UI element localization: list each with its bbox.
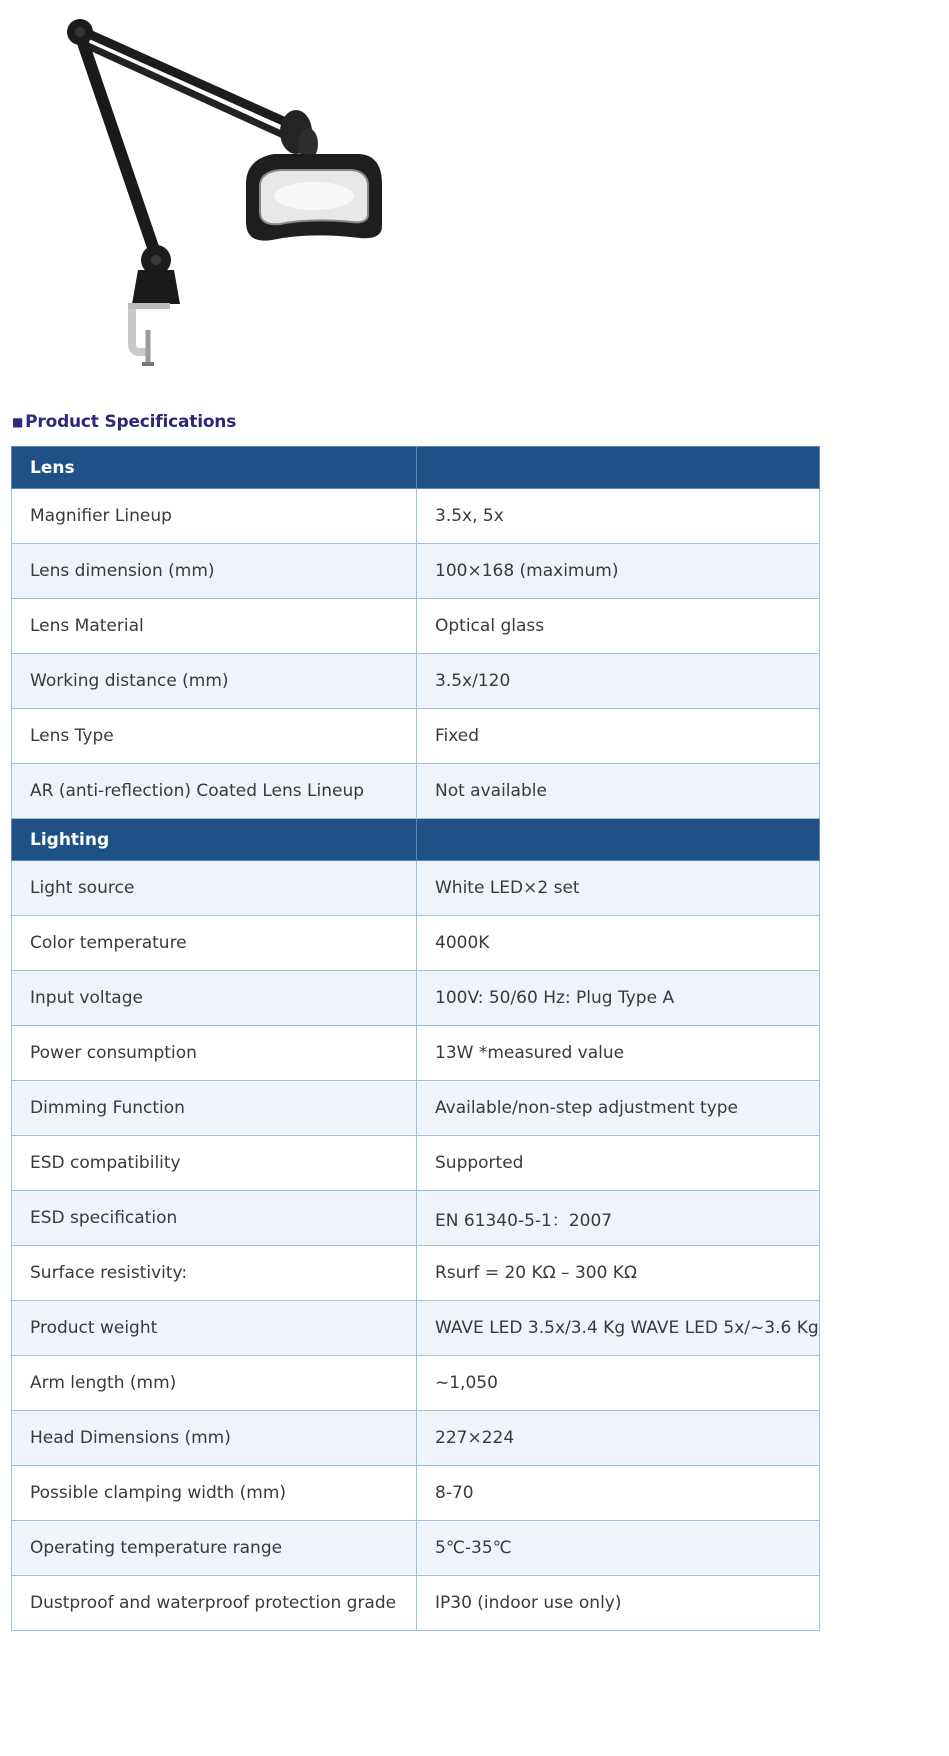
spec-label: Magnifier Lineup <box>12 489 417 544</box>
spec-label: ESD specification <box>12 1191 417 1246</box>
spec-value: 100V: 50/60 Hz: Plug Type A <box>417 971 820 1026</box>
square-bullet-icon: ■ <box>12 415 24 429</box>
table-row <box>12 971 820 1026</box>
group-header-empty <box>417 447 820 489</box>
spec-label: Dustproof and waterproof protection grade <box>12 1576 417 1631</box>
spec-label: Product weight <box>12 1301 417 1356</box>
spec-value: Supported <box>417 1136 820 1191</box>
table-row <box>12 861 820 916</box>
spec-value: 4000K <box>417 916 820 971</box>
section-title <box>12 412 236 432</box>
spec-label: Working distance (mm) <box>12 654 417 709</box>
spec-value: 13W *measured value <box>417 1026 820 1081</box>
spec-label: AR (anti-reflection) Coated Lens Lineup <box>12 764 417 819</box>
spec-label: Head Dimensions (mm) <box>12 1411 417 1466</box>
spec-label: Surface resistivity: <box>12 1246 417 1301</box>
spec-value: 8-70 <box>417 1466 820 1521</box>
spec-label: Lens Type <box>12 709 417 764</box>
table-row <box>12 1521 820 1576</box>
spec-value: Fixed <box>417 709 820 764</box>
table-row <box>12 1136 820 1191</box>
table-row <box>12 764 820 819</box>
spec-label: Possible clamping width (mm) <box>12 1466 417 1521</box>
table-row <box>12 1411 820 1466</box>
table-row <box>12 544 820 599</box>
table-row <box>12 709 820 764</box>
spec-value: Optical glass <box>417 599 820 654</box>
spec-label: Lens Material <box>12 599 417 654</box>
spec-value: 3.5x, 5x <box>417 489 820 544</box>
spec-label: Operating temperature range <box>12 1521 417 1576</box>
spec-label: Lens dimension (mm) <box>12 544 417 599</box>
spec-table <box>11 446 820 1631</box>
table-row <box>12 1301 820 1356</box>
spec-value: IP30 (indoor use only) <box>417 1576 820 1631</box>
table-row <box>12 489 820 544</box>
table-row <box>12 599 820 654</box>
table-row <box>12 916 820 971</box>
table-row <box>12 1081 820 1136</box>
table-row <box>12 654 820 709</box>
group-header-row <box>12 447 820 489</box>
spec-label: Power consumption <box>12 1026 417 1081</box>
table-row <box>12 1191 820 1246</box>
spec-value: EN 61340-5-1：2007 <box>417 1191 820 1246</box>
table-row <box>12 1356 820 1411</box>
table-row <box>12 1466 820 1521</box>
table-row <box>12 1576 820 1631</box>
spec-value: White LED×2 set <box>417 861 820 916</box>
group-header-label: Lens <box>12 447 417 489</box>
spec-value: 5℃-35℃ <box>417 1521 820 1576</box>
spec-label: Dimming Function <box>12 1081 417 1136</box>
spec-value: WAVE LED 3.5x/3.4 Kg WAVE LED 5x/~3.6 Kg <box>417 1301 820 1356</box>
table-row <box>12 1026 820 1081</box>
spec-label: ESD compatibility <box>12 1136 417 1191</box>
spec-value: Not available <box>417 764 820 819</box>
spec-value: Rsurf = 20 KΩ – 300 KΩ <box>417 1246 820 1301</box>
spec-label: Color temperature <box>12 916 417 971</box>
spec-label: Light source <box>12 861 417 916</box>
section-title-text: Product Specifications <box>25 412 237 432</box>
spec-value: Available/non-step adjustment type <box>417 1081 820 1136</box>
spec-value: 3.5x/120 <box>417 654 820 709</box>
spec-value: 100×168 (maximum) <box>417 544 820 599</box>
desk-magnifier-lamp-icon <box>60 14 432 406</box>
table-row <box>12 1246 820 1301</box>
spec-value: 227×224 <box>417 1411 820 1466</box>
group-header-row <box>12 819 820 861</box>
group-header-empty <box>417 819 820 861</box>
spec-label: Input voltage <box>12 971 417 1026</box>
group-header-label: Lighting <box>12 819 417 861</box>
spec-label: Arm length (mm) <box>12 1356 417 1411</box>
spec-value: ~1,050 <box>417 1356 820 1411</box>
